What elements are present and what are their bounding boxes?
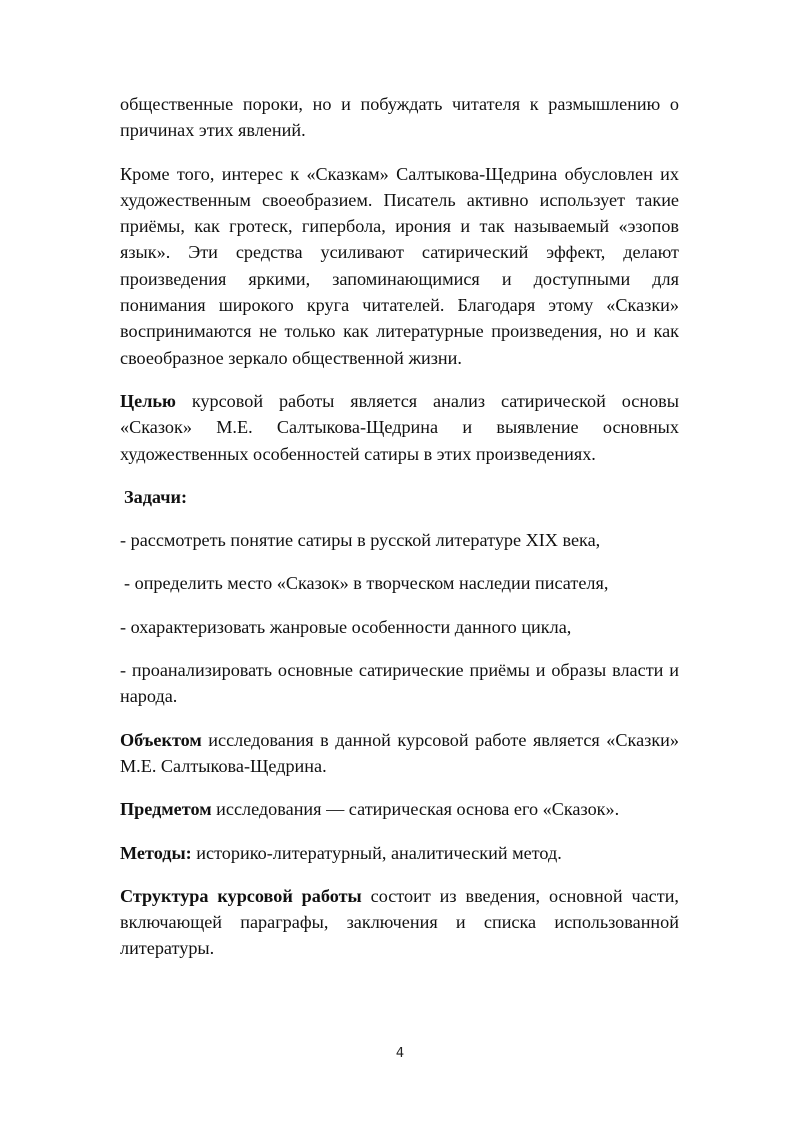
task-text: - охарактеризовать жанровые особенности данного цикла, [120, 616, 572, 637]
task-text: - проанализировать основные сатирические приёмы и образы власти и народа. [120, 660, 679, 707]
paragraph-object [120, 727, 679, 780]
paragraph-subject [120, 796, 679, 822]
task-item [120, 657, 679, 710]
paragraph-goal [120, 388, 679, 467]
page-number: 4 [395, 1046, 405, 1061]
task-item [120, 614, 679, 640]
paragraph-text: Кроме того, интерес к «Сказкам» Салтыкова-Щедрина обусловлен их художественным своеобразием. Писатель активно использует такие приёмы, как гротеск, гипербола, ирония и так называемый «эзопов язык». Эти средства усиливают сатирический эффект, делают произведения яркими, запоминающимися и доступными для понимания широкого круга читателей. Благодаря этому «Сказки» воспринимаются не только как литературные произведения, но и как своеобразное зеркало общественной жизни. [120, 163, 679, 368]
tasks-label: Задачи: [124, 486, 188, 507]
paragraph-artistic-originality [120, 161, 679, 371]
subject-label: Предметом [120, 799, 212, 820]
goal-label: Целью [120, 390, 176, 411]
page-body [120, 91, 679, 979]
structure-text: состоит из введения, основной части, включающей параграфы, заключения и списка использованной литературы. [120, 885, 679, 959]
object-label: Объектом [120, 729, 202, 750]
goal-text: курсовой работы является анализ сатирической основы «Сказок» М.Е. Салтыкова-Щедрина и выявление основных художественных особенностей сатиры в этих произведениях. [120, 390, 679, 464]
methods-label: Методы: [120, 842, 192, 863]
task-item [120, 527, 679, 553]
paragraph-intro-continuation [120, 91, 679, 144]
paragraph-methods [120, 840, 679, 866]
methods-text: историко-литературный, аналитический метод. [191, 842, 562, 863]
task-item [120, 570, 679, 596]
task-text: - рассмотреть понятие сатиры в русской литературе XIX века, [120, 530, 601, 551]
tasks-heading [120, 484, 679, 510]
object-text: исследования в данной курсовой работе является «Сказки» М.Е. Салтыкова-Щедрина. [120, 729, 679, 776]
task-text: - определить место «Сказок» в творческом наследии писателя, [124, 573, 609, 594]
paragraph-text: общественные пороки, но и побуждать читателя к размышлению о причинах этих явлений. [120, 94, 679, 141]
subject-text: исследования — сатирическая основа его «Сказок». [211, 799, 620, 820]
structure-label: Структура курсовой работы [120, 885, 362, 906]
paragraph-structure [120, 883, 679, 962]
